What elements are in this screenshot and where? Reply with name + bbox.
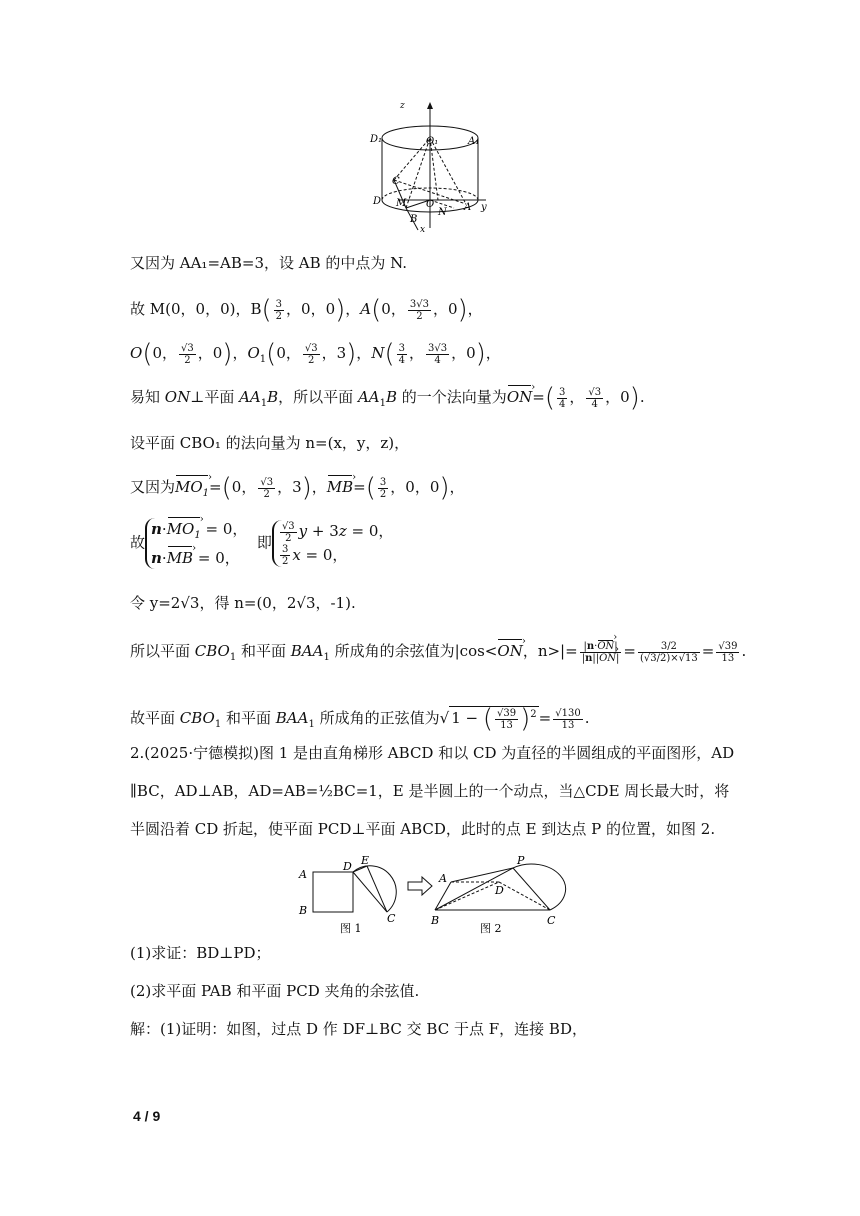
- question-2: (2)求平面 PAB 和平面 PCD 夹角的余弦值.: [130, 982, 420, 1000]
- o1-label: O₁: [426, 136, 439, 147]
- fig1-e-label: E: [361, 854, 370, 867]
- m-label: M: [396, 198, 407, 209]
- text-line-10: 令 y=2√3，得 n=(0，2√3，-1).: [130, 594, 356, 612]
- problem-2-line-1: 2.(2025·宁德模拟)图 1 是由直角梯形 ABCD 和以 CD 为直径的半圆组成的平面图形，AD: [130, 744, 735, 762]
- figure-2-caption: 图 2: [480, 922, 502, 934]
- fig2-c-label: C: [547, 914, 556, 927]
- sine-line: 故平面 $CBO_1$ 和平面 $BAA_1$ 所成角的正弦值为√ 1 − ( $\frac{√39}{13}$ )$^2$ = $\frac{√130}{13}$ .: [130, 704, 590, 734]
- d1-label: D₁: [370, 134, 383, 145]
- vectors-line: 又因为$MO_1$ ›=(0， $\frac{√3}{2}$ ，3)，MB ›=( $\frac{3}{2}$ ，0，0)，: [130, 476, 465, 505]
- b-label: B: [410, 214, 418, 225]
- cylinder-figure: [368, 100, 498, 235]
- fig2-p-label: P: [517, 854, 525, 867]
- arrow-icon: [408, 877, 432, 895]
- fig2-a-label: A: [439, 872, 447, 885]
- d-label: D: [373, 196, 382, 207]
- fig1-a-label: A: [299, 868, 307, 881]
- coords-line-1: 故 M(0，0，0)，B( $\frac{3}{2}$ ，0，0)，A(0， $\frac{3√3}{2}$ ，0)，: [130, 295, 483, 325]
- system-line: 故$n\cdot MO_1$ › = 0， n·MB › = 0， 即 $\frac{√3}{2}$ y + 3z = 0， $\frac{3}{2}$ x = 0，: [130, 518, 393, 569]
- n-label: N: [438, 207, 447, 218]
- a-label: A: [464, 202, 472, 213]
- coords-line-2: O(0， $\frac{√3}{2}$ ，0)，$O_1(0$， $\frac{√3}{2}$ ，3)，N( $\frac{3}{4}$ ， $\frac{3√3}{4}$ ，0)，: [130, 339, 501, 369]
- problem-2-line-3: 半圆沿着 CD 折起，使平面 PCD⊥平面 ABCD，此时的点 E 到达点 P 的位置，如图 2.: [130, 820, 716, 838]
- trapezoid-figures: [295, 852, 575, 934]
- text-line-7: 设平面 CBO₁ 的法向量为 n=(x，y，z)，: [130, 434, 410, 452]
- text-line-1: 又因为 AA₁=AB=3，设 AB 的中点为 N.: [130, 254, 408, 272]
- question-1: (1)求证：BD⊥PD；: [130, 944, 271, 962]
- y-label: y: [481, 202, 487, 213]
- page-number: 4 / 9: [133, 1108, 161, 1124]
- fig2-d-label: D: [495, 884, 504, 897]
- solution-line: 解：(1)证明：如图，过点 D 作 DF⊥BC 交 BC 于点 F，连接 BD，: [130, 1020, 587, 1038]
- z-label: z: [400, 101, 405, 111]
- normal-vector-line: 易知 ON⊥平面 $AA_1B$，所以平面 $AA_1B$ 的一个法向量为ON ›=( $\frac{3}{4}$ ， $\frac{√3}{4}$ ，0).: [130, 386, 645, 415]
- o-label: O: [426, 199, 435, 210]
- c-label: C: [392, 176, 400, 187]
- fig1-b-label: B: [299, 904, 308, 917]
- a1-label: A₁: [468, 136, 480, 147]
- figure-1-caption: 图 1: [340, 922, 362, 934]
- fig1-c-label: C: [387, 912, 396, 925]
- cosine-line: 所以平面 $CBO_1$ 和平面 $BAA_1$ 所成角的余弦值为|cos<ON ›，n>|= $\frac{|n\cdot ON ›|}{|n||ON ›|}$ = $\frac{3/2}{(√3/2)\times√13}$ = $\frac{√39}{13}$ .: [130, 640, 746, 669]
- x-label: x: [420, 225, 426, 235]
- fig1-d-label: D: [343, 860, 352, 873]
- fig2-b-label: B: [431, 914, 440, 927]
- problem-2-line-2: ∥BC，AD⊥AB，AD=AB=½BC=1，E 是半圆上的一个动点，当△CDE 周长最大时，将: [130, 782, 730, 800]
